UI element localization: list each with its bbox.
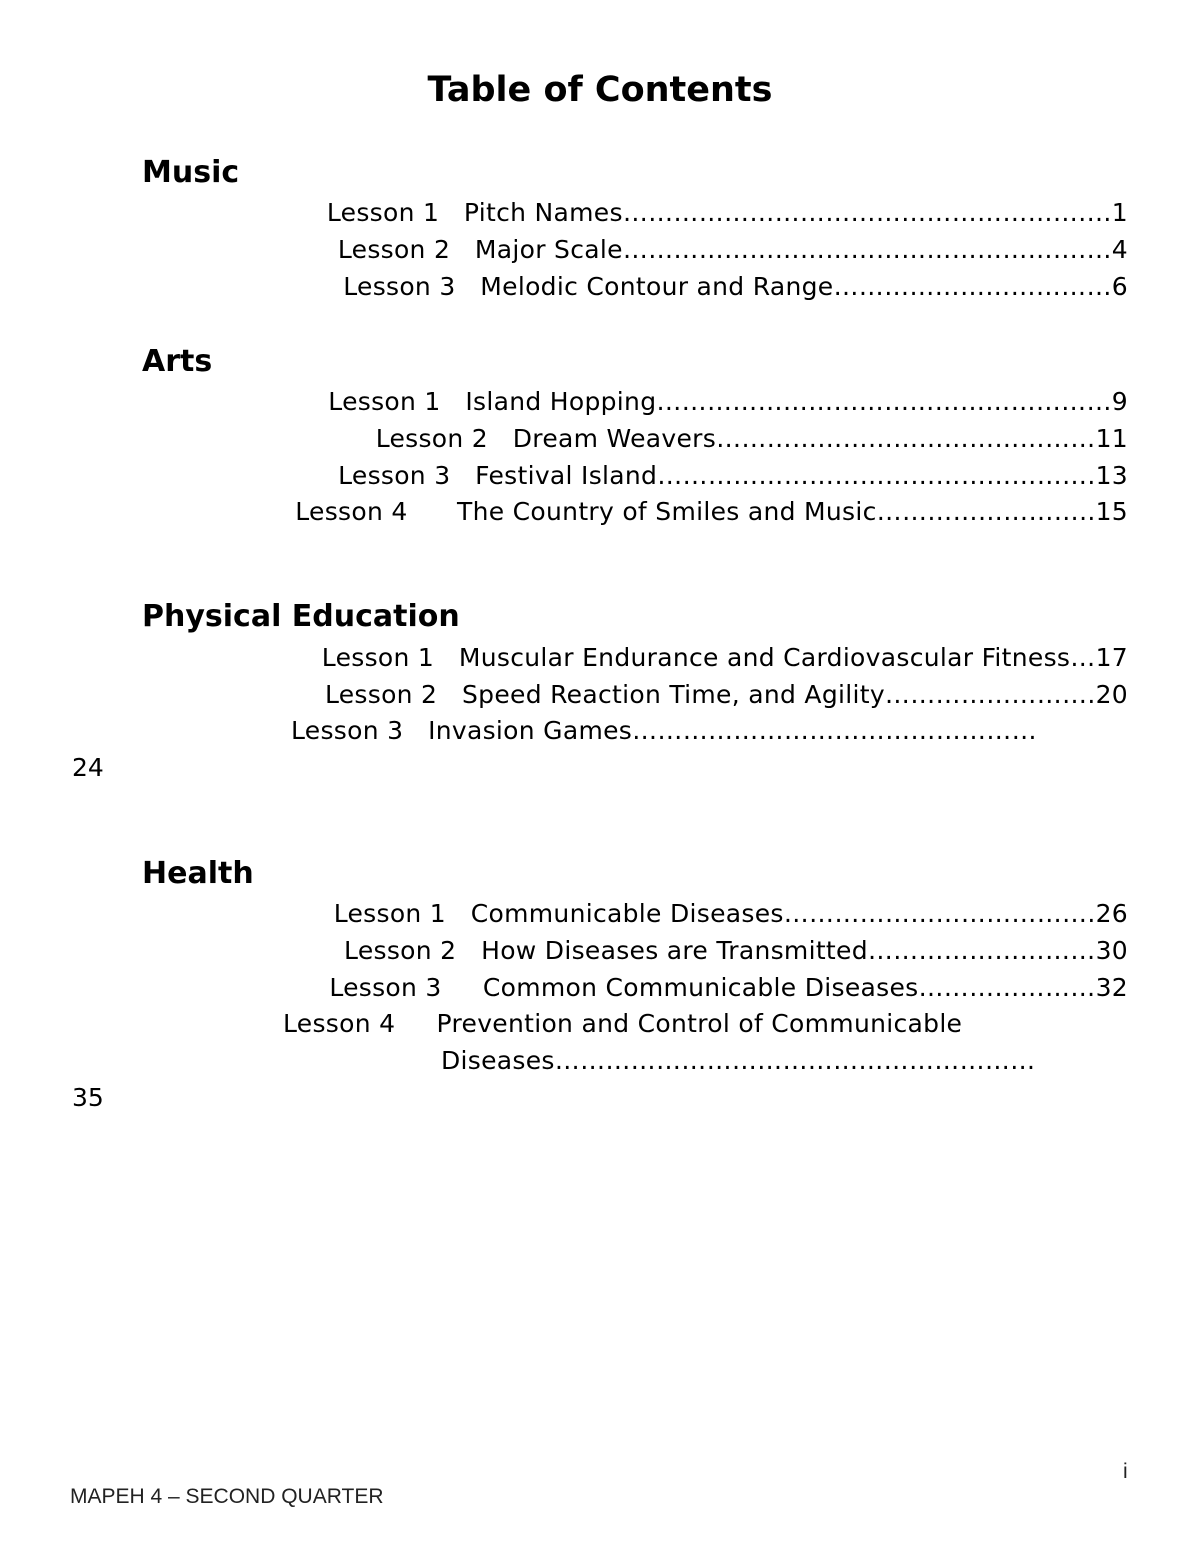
lesson-topic: Festival Island [475,461,658,490]
dot-leader: … [1070,643,1096,672]
toc-entry-health-2[interactable] [344,936,1128,965]
lesson-topic: The Country of Smiles and Music [457,497,877,526]
toc-entry-pe-1[interactable] [322,643,1128,672]
toc-entry-music-1[interactable] [327,198,1128,227]
lesson-topic-cont: Diseases [441,1046,555,1075]
lesson-topic: Communicable Diseases [470,899,784,928]
lesson-label: Lesson 1 [333,899,447,928]
page-number: 6 [1111,272,1128,301]
page-number: 20 [1095,680,1128,709]
lesson-label: Lesson 2 [344,936,457,965]
lesson-topic: Major Scale [474,235,623,264]
dot-leader: ……………………… [867,936,1096,965]
toc-entry-music-2[interactable] [338,235,1128,264]
page-number: 4 [1111,235,1128,264]
dot-leader: …………………………… [833,272,1112,301]
lesson-label: Lesson 3 [291,716,404,745]
dot-leader: ……………………………………………….… [622,198,1112,227]
dot-leader: ………………………………………………… [554,1046,1036,1075]
page-title: Table of Contents [427,70,773,110]
toc-entry-health-4[interactable] [283,1009,962,1038]
toc-entry-pe-2[interactable] [325,680,1128,709]
page-number: 9 [1111,387,1128,416]
dot-leader: ………………………………………… [632,716,1037,745]
page-number: 13 [1095,461,1128,490]
toc-entry-arts-4[interactable] [295,497,1128,526]
toc-entry-arts-1[interactable] [328,387,1128,416]
lesson-label: Lesson 2 [324,680,438,709]
lesson-label: Lesson 4 [283,1009,396,1038]
lesson-topic: Invasion Games [428,716,633,745]
dot-leader: …………………….. [876,497,1096,526]
toc-entry-health-4-cont[interactable] [441,1046,1035,1075]
dot-leader: ……………………………………… [716,424,1096,453]
lesson-topic: Prevention and Control of Communicable [436,1009,963,1038]
dot-leader: ……………………………………………….… [622,235,1112,264]
lesson-label: Lesson 3 [329,973,442,1002]
dot-leader: ………………………………. [783,899,1096,928]
footer-label: MAPEH 4 – SECOND QUARTER [70,1485,384,1508]
lesson-label: Lesson 4 [295,497,408,526]
page-number-wrapped: 35 [72,1083,104,1112]
section-heading-physical-education: Physical Education [142,599,460,634]
toc-entry-health-1[interactable] [334,899,1128,928]
lesson-topic: Muscular Endurance and Cardiovascular Fitness [458,643,1071,672]
lesson-label: Lesson 1 [328,387,441,416]
roman-page-number: i [1123,1460,1128,1483]
toc-entry-pe-3[interactable] [291,716,1037,745]
section-heading-music: Music [142,155,240,190]
dot-leader: ……………………………………………… [656,387,1112,416]
lesson-label: Lesson 2 [337,235,451,264]
page-number: 11 [1095,424,1128,453]
toc-entry-arts-3[interactable] [338,461,1128,490]
lesson-topic: Melodic Contour and Range [480,272,834,301]
lesson-topic: Island Hopping [465,387,657,416]
dot-leader: ………………… [918,973,1096,1002]
page-number: 30 [1095,936,1128,965]
section-heading-health: Health [142,856,254,891]
page-number: 1 [1111,198,1128,227]
lesson-label: Lesson 2 [375,424,488,453]
lesson-topic: Speed Reaction Time, and Agility [462,680,885,709]
section-heading-arts: Arts [142,344,213,379]
lesson-topic: Dream Weavers [512,424,717,453]
lesson-topic: Common Communicable Diseases [482,973,919,1002]
lesson-label: Lesson 3 [338,461,451,490]
page-number: 17 [1095,643,1128,672]
toc-entry-music-3[interactable] [343,272,1128,301]
dot-leader: ……………………. [884,680,1096,709]
lesson-label: Lesson 1 [321,643,435,672]
lesson-label: Lesson 1 [326,198,440,227]
lesson-topic: How Diseases are Transmitted [481,936,868,965]
lesson-label: Lesson 3 [343,272,456,301]
page-number: 32 [1095,973,1128,1002]
lesson-topic: Pitch Names [463,198,623,227]
page-number: 26 [1095,899,1128,928]
page-number-wrapped: 24 [72,753,104,782]
toc-entry-health-3[interactable] [329,973,1128,1002]
toc-entry-arts-2[interactable] [376,424,1128,453]
page-number: 15 [1095,497,1128,526]
dot-leader: ……………………………………………. [657,461,1096,490]
